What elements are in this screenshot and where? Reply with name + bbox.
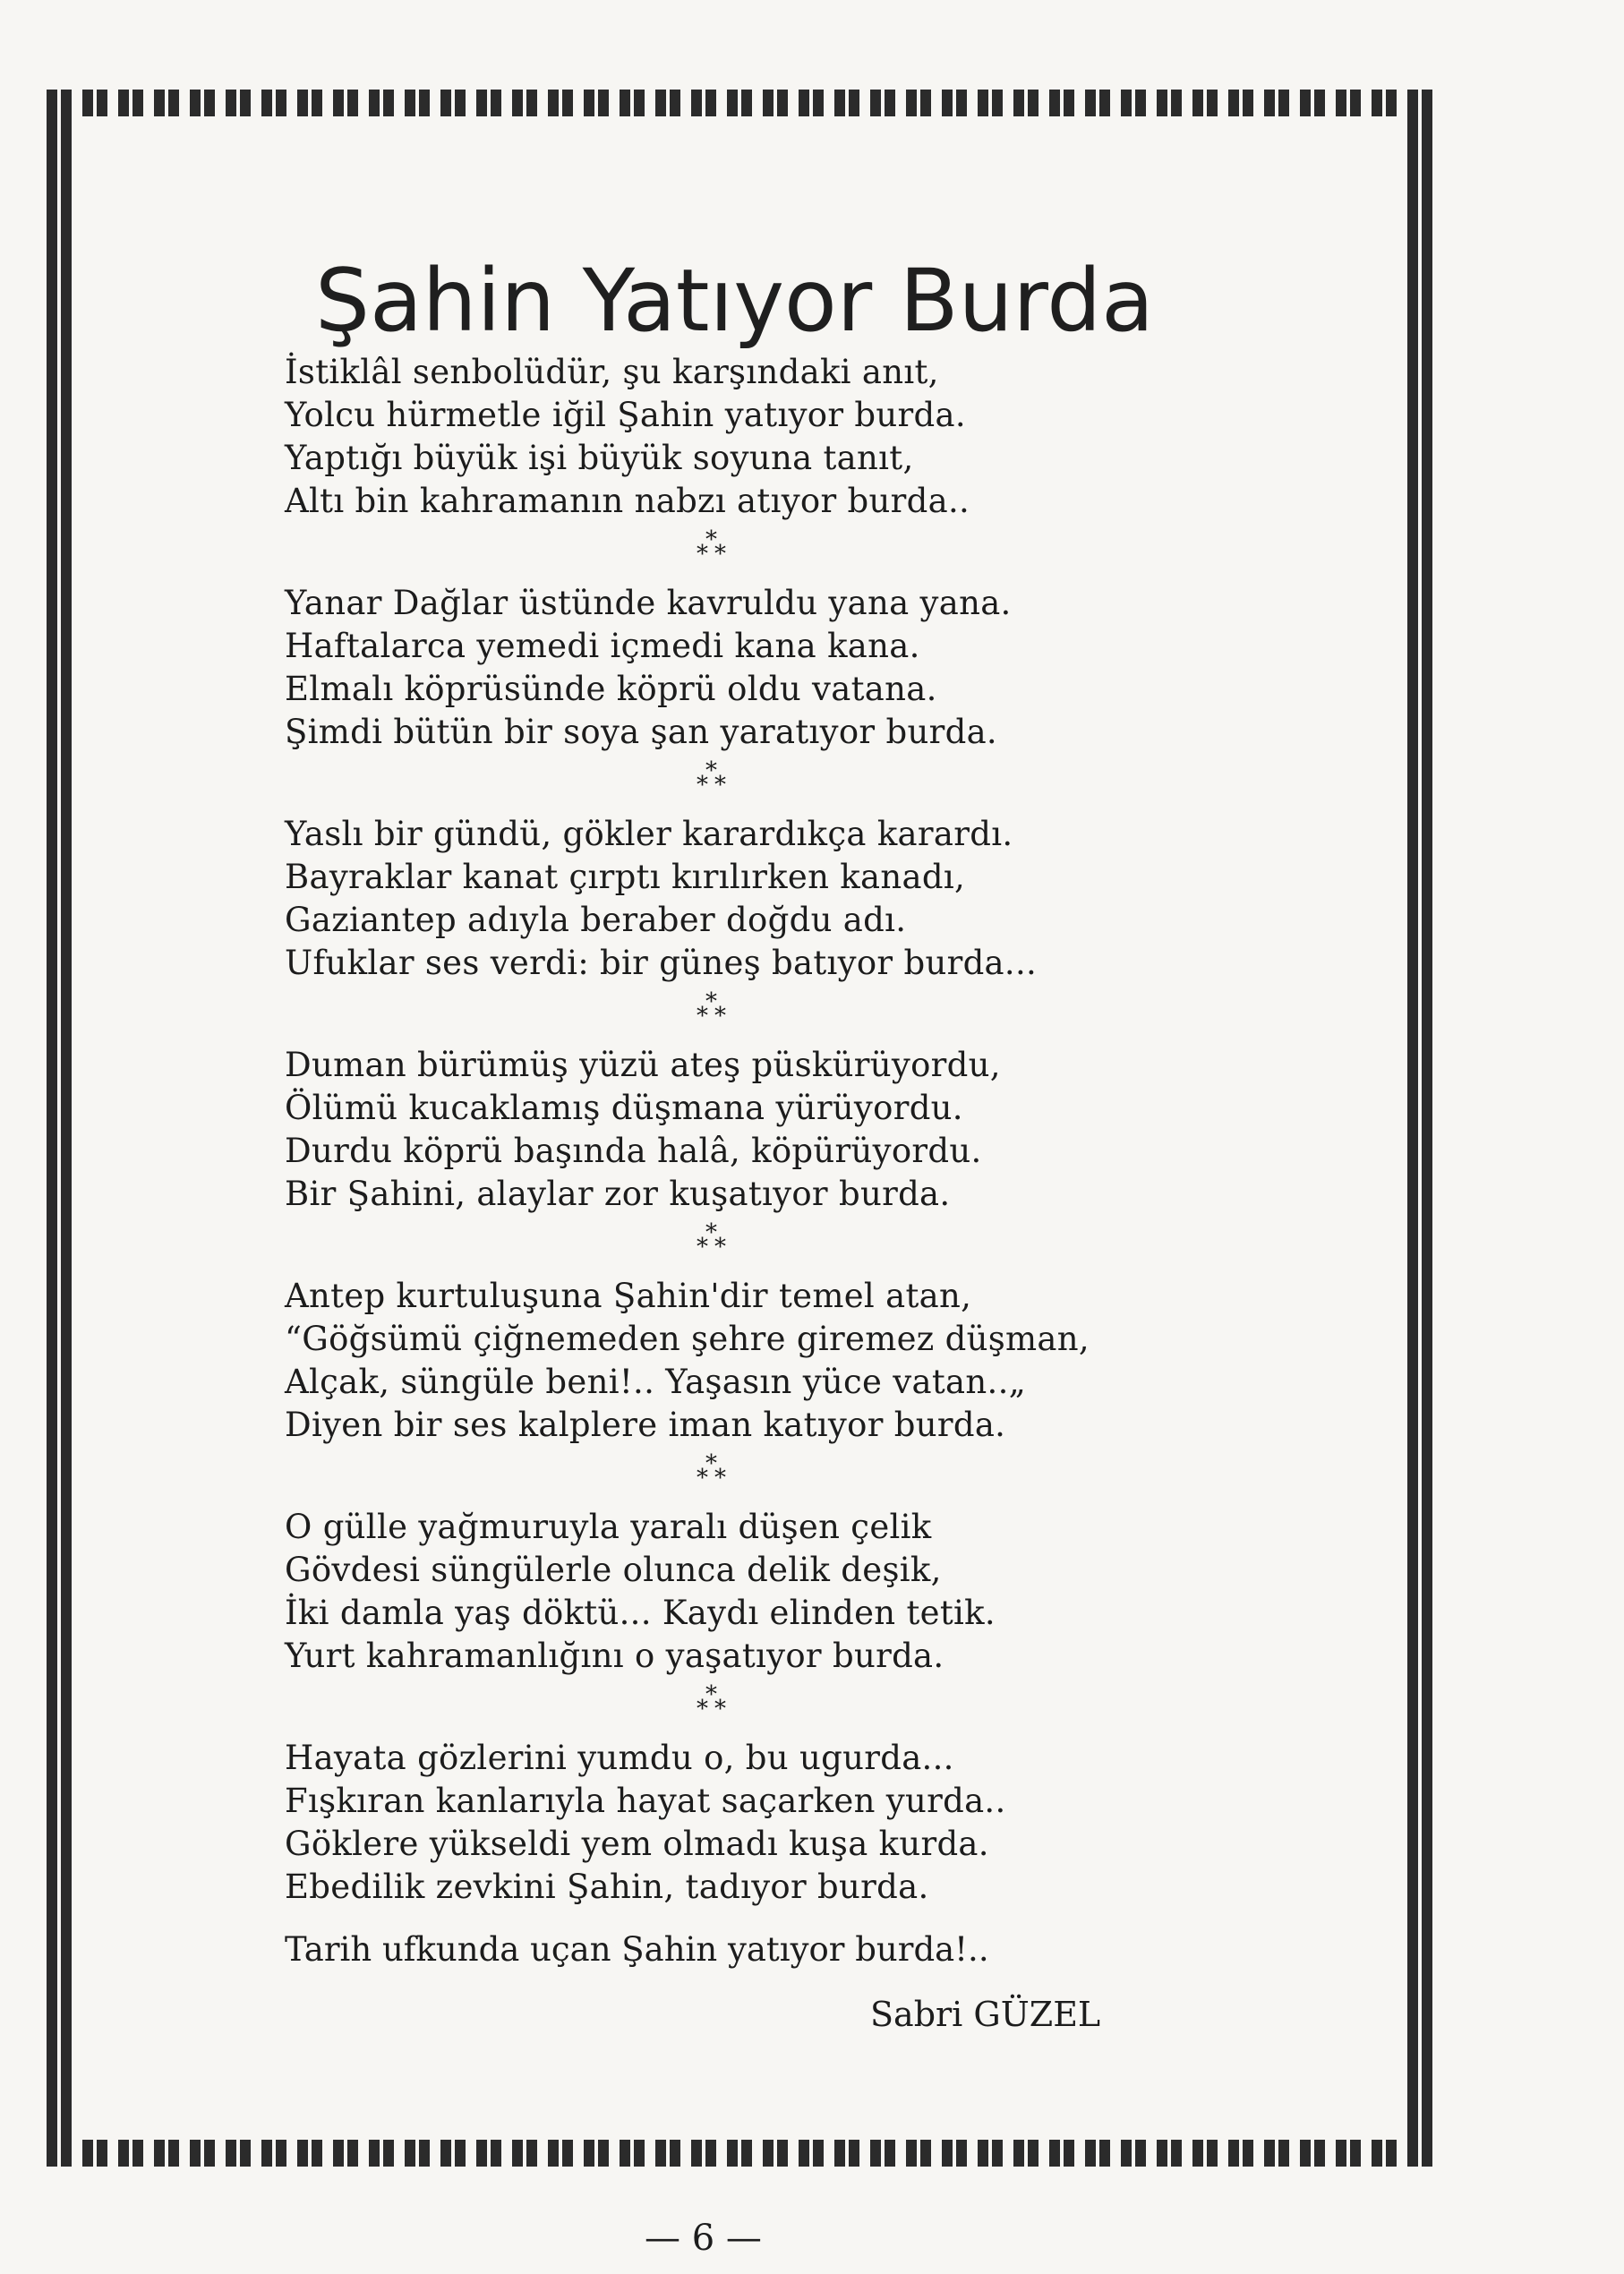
poem-line: Yolcu hürmetle iğil Şahin yatıyor burda. xyxy=(285,396,966,434)
stanza xyxy=(285,351,1180,523)
asterisk: * xyxy=(705,757,717,784)
poem-line: Yaptığı büyük işi büyük soyuna tanıt, xyxy=(285,439,914,477)
asterisk: * xyxy=(697,772,708,799)
stanza xyxy=(285,813,1180,985)
poem-line: Göklere yükseldi yem olmadı kuşa kurda. xyxy=(285,1825,989,1863)
stanza-separator xyxy=(285,523,1180,582)
poem-line: Alçak, süngüle beni!.. Yaşasın yüce vatan..„ xyxy=(285,1363,1027,1401)
poem-line: Ufuklar ses verdi: bir güneş batıyor burda... xyxy=(285,944,1038,982)
poem-line: Elmalı köprüsünde köprü oldu vatana. xyxy=(285,670,937,708)
asterisk: * xyxy=(697,1696,708,1723)
stanza-separator xyxy=(285,754,1180,813)
asterisk: * xyxy=(705,988,717,1015)
asterisk: * xyxy=(714,772,726,799)
stanza-separator xyxy=(285,1678,1180,1737)
asterisk: * xyxy=(714,1696,726,1723)
asterisk: * xyxy=(705,1450,717,1477)
asterisk: * xyxy=(705,1219,717,1246)
closing-line: Tarih ufkunda uçan Şahin yatıyor burda!.. xyxy=(285,1930,989,1969)
asterisk: * xyxy=(705,1681,717,1708)
poem-line: Diyen bir ses kalplere iman katıyor burda. xyxy=(285,1406,1006,1444)
poem-line: Fışkıran kanlarıyla hayat saçarken yurda.. xyxy=(285,1782,1006,1820)
asterisk: * xyxy=(697,1234,708,1261)
poem-line: Yurt kahramanlığını o yaşatıyor burda. xyxy=(285,1637,944,1675)
page-number: — 6 — xyxy=(645,2218,762,2259)
asterisk: * xyxy=(714,1003,726,1030)
asterisk: * xyxy=(705,526,717,553)
poem-line: Ebedilik zevkini Şahin, tadıyor burda. xyxy=(285,1868,929,1906)
poem-line: Ölümü kucaklamış düşmana yürüyordu. xyxy=(285,1089,963,1127)
stanza xyxy=(285,582,1180,754)
stanza xyxy=(285,1737,1180,1909)
poem-line: Gövdesi süngülerle olunca delik deşik, xyxy=(285,1551,942,1589)
asterisk: * xyxy=(697,541,708,568)
poem-line: Gaziantep adıyla beraber doğdu adı. xyxy=(285,901,907,939)
stanza xyxy=(285,1506,1180,1678)
poem-body xyxy=(285,351,1180,1971)
poem-line: Hayata gözlerini yumdu o, bu ugurda... xyxy=(285,1739,954,1777)
poem-line: Bir Şahini, alaylar zor kuşatıyor burda. xyxy=(285,1175,951,1213)
poem-line: Yanar Dağlar üstünde kavruldu yana yana. xyxy=(285,584,1012,622)
author-signature: Sabri GÜZEL xyxy=(870,1995,1101,2034)
poem-line: Duman bürümüş yüzü ateş püskürüyordu, xyxy=(285,1046,1001,1084)
asterisk: * xyxy=(714,1465,726,1492)
poem-line: Yaslı bir gündü, gökler karardıkça karardı. xyxy=(285,815,1013,853)
poem-line: Durdu köprü başında halâ, köpürüyordu. xyxy=(285,1132,982,1170)
poem-line: İki damla yaş döktü... Kaydı elinden tetik. xyxy=(285,1594,996,1632)
poem-line: Şimdi bütün bir soya şan yaratıyor burda. xyxy=(285,713,997,751)
poem-line: Altı bin kahramanın nabzı atıyor burda.. xyxy=(285,482,970,520)
poem-line: Haftalarca yemedi içmedi kana kana. xyxy=(285,627,920,665)
stanza-separator xyxy=(285,1447,1180,1506)
asterisk: * xyxy=(714,541,726,568)
asterisk: * xyxy=(714,1234,726,1261)
asterisk: * xyxy=(697,1465,708,1492)
asterisk: * xyxy=(697,1003,708,1030)
poem-line: Bayraklar kanat çırptı kırılırken kanadı, xyxy=(285,858,966,896)
stanza xyxy=(285,1044,1180,1216)
stanza-separator xyxy=(285,985,1180,1044)
stanza-separator xyxy=(285,1216,1180,1275)
poem-line: “Göğsümü çiğnemeden şehre giremez düşman, xyxy=(285,1320,1090,1358)
poem-line: İstiklâl senbolüdür, şu karşındaki anıt, xyxy=(285,353,939,391)
poem-line: Antep kurtuluşuna Şahin'dir temel atan, xyxy=(285,1277,972,1315)
poem-title: Şahin Yatıyor Burda xyxy=(315,251,1154,352)
stanza xyxy=(285,1275,1180,1447)
poem-line: O gülle yağmuruyla yaralı düşen çelik xyxy=(285,1508,932,1546)
